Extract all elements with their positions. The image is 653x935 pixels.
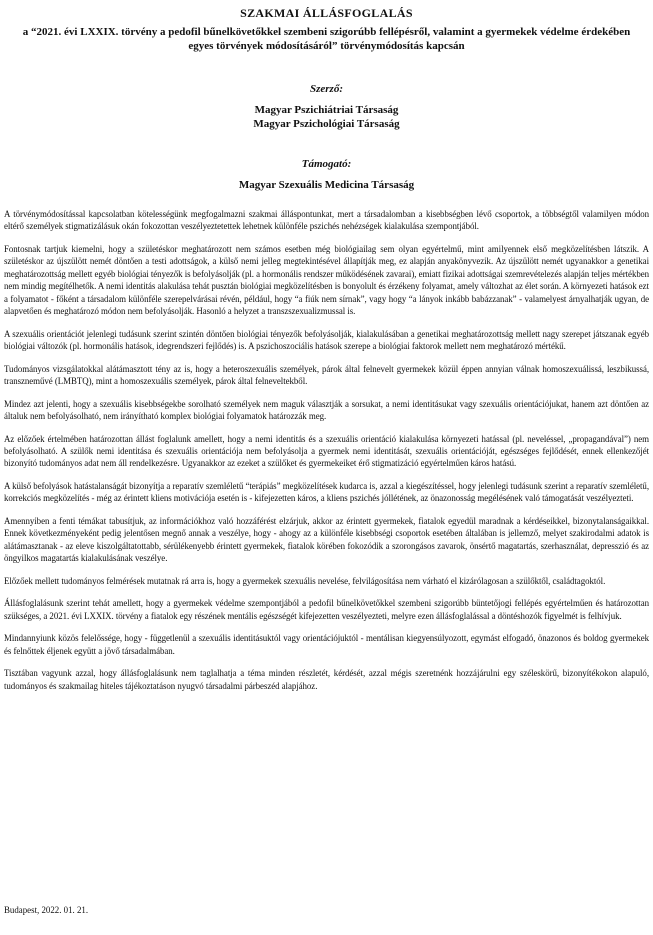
body-paragraph: Tisztában vagyunk azzal, hogy állásfoglalásunk nem taglalhatja a téma minden részletét, kérdését, azzal mégis szeretnénk hozzájárulni egy széleskörű, bizonyítékokon alapuló, tudományos és szakmailag hiteles tájékoztatáson nyugvó társadalmi párbeszéd alapjához. [4, 668, 649, 691]
body-paragraph: Fontosnak tartjuk kiemelni, hogy a születéskor meghatározott nem számos esetben még biológiailag sem olyan egyértelmű, mint amilyennek első megközelítésben látszik. A születéskor az újszülött nemét döntően a testi adottságok, a külső nemi jelleg megtekintésével állapítják meg, ez alapján anyakönyvezik. Az újszülött nemét ugyanakkor a genetikai meghatározottság mellett egyéb biológiai tényezők is befolyásolják (pl. a hormonális rendszer működésének zavarai), emiatt fizikai adottságai szemrevételezés alapján teljes mértékben nem mindig megítélhetők. A nemi identitás alakulása tehát pusztán biológiai megközelítésben is bonyolult és érzékeny folyamat, amely változhat az élet során. A környezeti hatások ezt a folyamatot - főként a társadalom különféle szerepelvárásai révén, például, hogy “a fiúk nem sírnak”, vagy hogy “a lányok inkább babázzanak” - valamelyest árnyalhatják ugyan, de alapvetően és meghatározó módon nem befolyásolják. Hasonló a helyzet a transzszexualizmussal is. [4, 244, 649, 317]
author-label: Szerző: [309, 83, 343, 95]
supporter-label: Támogató: [301, 158, 352, 170]
body-paragraph: A törvénymódosítással kapcsolatban kötelességünk megfogalmazni szakmai álláspontunkat, mert a társadalomban a kisebbségben lévő csoportok, a többségtől valamilyen módon eltérő személyek stigmatizálásuk okán fokozottan veszélyeztetettek lehetnek különféle pszichés nehézségek kialakulása szempontjából. [4, 209, 649, 232]
body-paragraph: A szexuális orientációt jelenlegi tudásunk szerint szintén döntően biológiai tényezők befolyásolják, kialakulásában a genetikai meghatározottság mellett nagy szerepet játszanak egyéb biológiai változók (pl. hormonális hatások, idegrendszeri fejlődés) is. A pszichoszociális hatások szerepe a biológiai faktorok mellett nem meghatározó mértékű. [4, 328, 649, 352]
body-paragraph: Mindannyiunk közös felelőssége, hogy - függetlenül a szexuális identitásuktól vagy orientációjuktól - mentálisan kiegyensúlyozott, egymást elfogadó, önazonos és boldog gyermekek és felnőttek éljenek együtt a jövő társadalmában. [4, 633, 649, 656]
place-date: Budapest, 2022. 01. 21. [4, 905, 89, 915]
body-paragraph: Tudományos vizsgálatokkal alátámasztott tény az is, hogy a heteroszexuális személyek, párok által felnevelt gyermekek közül éppen annyian válnak homoszexuálissá, leszbikussá, transzneművé (LMBTQ), mint a homoszexuális személyek, párok által felneveltekből. [4, 363, 649, 387]
author-section [0, 82, 653, 131]
body-paragraph: A külső befolyások hatástalanságát bizonyítja a reparatív szemléletű “terápiás” megközelítések kudarca is, azzal a kiegészítéssel, hogy jelenlegi tudásunk szerint a reparatív szemléletű, korrekciós megközelítés - még az érintett kliens motivációja esetén is - kifejezetten káros, a kliens pszichés jóllétének, az önazonosság megélésének való támogatását veszélyezteti. [4, 481, 649, 504]
body-paragraph: Az előzőek értelmében határozottan állást foglalunk amellett, hogy a nemi identitás és a szexuális orientáció kialakulása környezeti hatással (pl. neveléssel, „propagandával”) nem befolyásolható. A szülők nemi identitása és szexuális orientációja nem befolyásolja a gyermek nemi identitását, szexuális orientációját, egészséges fejlődését, ennek ellenkezőjét bizonyító tudományos adat nem áll rendelkezésre. Ugyanakkor az ezeket a szülőket és gyermekeiket érő stigmatizáció egyértelműen káros hatású. [4, 433, 649, 469]
supporter-name: Magyar Szexuális Medicina Társaság [238, 179, 415, 191]
body-paragraph: Előzőek mellett tudományos felmérések mutatnak rá arra is, hogy a gyermekek szexuális nevelése, felvilágosítása nem várható el kizárólagosan a szülőktől, családtagoktól. [4, 575, 606, 586]
supporter-section [0, 157, 653, 192]
document-body [4, 208, 649, 702]
document-title: SZAKMAI ÁLLÁSFOGLALÁS [240, 6, 413, 20]
body-paragraph: Állásfoglalásunk szerint tehát amellett, hogy a gyermekek védelme szempontjából a pedofil bűnelkövetőkkel szembeni szigorúbb büntetőjogi fellépés egyértelműen és határozottan szükséges, a 2021. évi LXXIX. törvény a fiatalok egy részének mentális egészségét kifejezetten veszélyezteti, melyre ezen állásfoglalással a döntéshozók figyelmét is felhívjuk. [4, 598, 649, 621]
author-name: Magyar Pszichiátriai Társaság [254, 104, 399, 116]
author-name: Magyar Pszichológiai Társaság [253, 118, 400, 130]
document-subtitle: a “2021. évi LXXIX. törvény a pedofil bűnelkövetőkkel szembeni szigorúbb fellépésről, valamint a gyermekek védelme érdekében egyes törvények módosításáról” törvénymódosítás kapcsán [22, 26, 631, 52]
body-paragraph: Amennyiben a fenti témákat tabusítjuk, az információkhoz való hozzáférést elzárjuk, akkor az érintett gyermekek, fiatalok egyedül maradnak a kérdéseikkel, bizonytalanságaikkal. Ennek következményeként pedig jelentősen megnő annak a veszélye, hogy - ahogy az a különféle kisebbségi csoportok esetében általában is jellemző, melyet szakirodalmi adatok is alátámasztanak - az eleve kiszolgáltatottabb, sérülékenyebb érintett gyermekek, fiatalok körében fokozódik a szorongásos zavarok, önsértő magatartás, szerhasználat, depresszió és az öngyilkos magatartás kialakulásának veszélye. [4, 516, 649, 564]
body-paragraph: Mindez azt jelenti, hogy a szexuális kisebbségekbe sorolható személyek nem maguk választják a sorsukat, a nemi identitásukat vagy szexuális orientációjukat, hanem azt döntően az általuk nem befolyásolható, nem irányítható komplex biológiai folyamatok határozzák meg. [4, 398, 649, 422]
